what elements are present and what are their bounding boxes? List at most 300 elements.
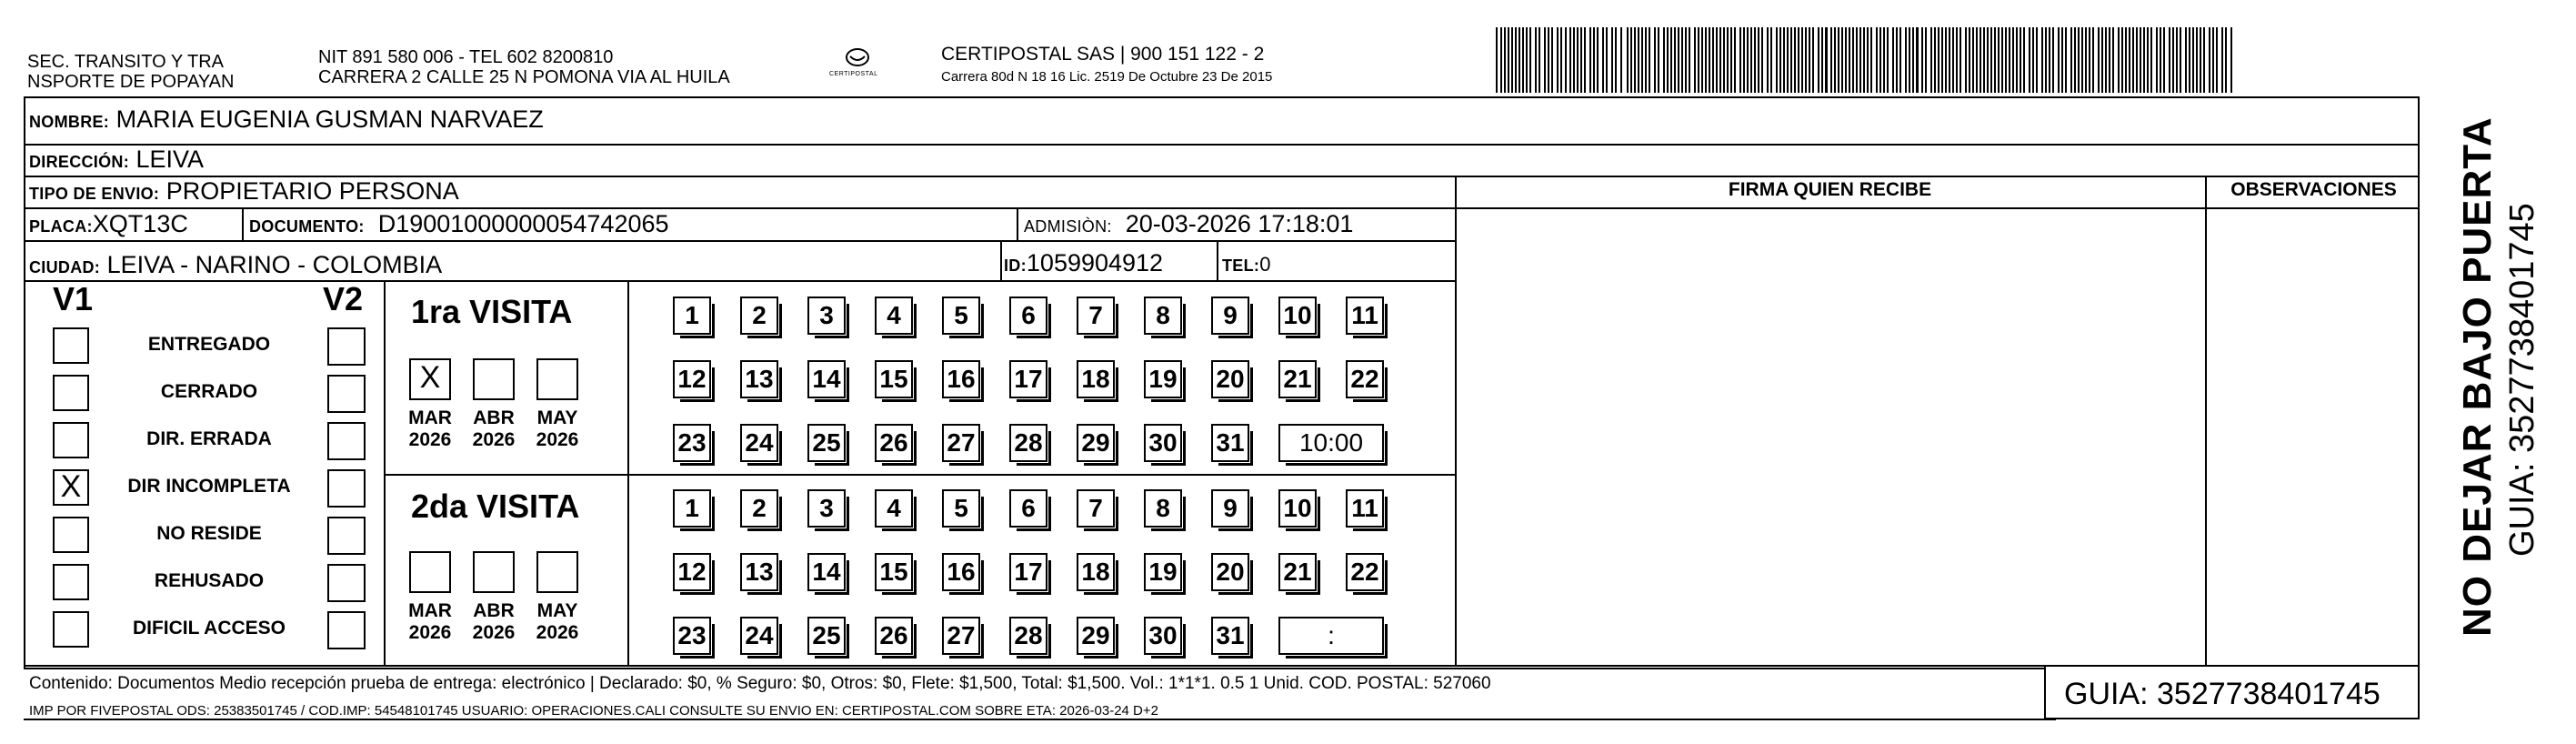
first-visit-day[interactable]: 25 <box>807 424 846 462</box>
barcode-bar <box>1615 27 1617 93</box>
footer-imp: IMP POR FIVEPOSTAL ODS: 25383501745 / COD.IMP: 54548101745 USUARIO: OPERACIONES.CALI CONSULTE SU ENVIO EN: CERTIPOSTAL.COM SOBRE ETA: 2026-03-24 D+2 <box>29 703 1158 719</box>
second-visit-month-checkbox[interactable] <box>409 551 451 593</box>
barcode-bar <box>1504 27 1506 93</box>
first-visit-day[interactable]: 31 <box>1211 424 1249 462</box>
second-visit-day[interactable]: 10 <box>1278 489 1317 528</box>
first-visit-day[interactable]: 8 <box>1144 297 1182 335</box>
v2-checkbox[interactable] <box>327 375 366 413</box>
month-check-mark: X <box>419 360 441 395</box>
v2-checkbox[interactable] <box>327 469 366 508</box>
barcode-bar <box>1841 27 1843 93</box>
logo-text: CERTIPOSTAL <box>829 71 878 77</box>
barcode-bar <box>2001 27 2003 93</box>
barcode-bar <box>1761 27 1763 93</box>
v1-checkbox[interactable] <box>53 564 89 600</box>
second-visit-month-checkbox[interactable] <box>536 551 578 593</box>
second-visit-day[interactable]: 20 <box>1211 553 1249 591</box>
barcode-bar <box>1743 27 1745 93</box>
barcode-bar <box>1852 27 1854 93</box>
barcode-bar <box>1925 27 1927 93</box>
no-dejar-warning: NO DEJAR BAJO PUERTA <box>2455 116 2500 637</box>
sender-line-1: SEC. TRANSITO Y TRA <box>27 52 224 72</box>
barcode-bar <box>1580 27 1582 93</box>
barcode-bar <box>1972 27 1974 93</box>
barcode-bar <box>1998 27 2000 93</box>
barcode-bar <box>2085 27 2087 93</box>
barcode-bar <box>2189 27 2190 93</box>
barcode-bar <box>1548 27 1549 93</box>
barcode-bar <box>1834 27 1836 93</box>
sender-line-2: NSPORTE DE POPAYAN <box>27 72 235 92</box>
barcode-bar <box>2176 27 2178 93</box>
second-visit-day[interactable]: 27 <box>942 617 980 655</box>
barcode-bar <box>1522 27 1524 93</box>
month-year: 2026 <box>536 622 579 643</box>
v1-checkbox[interactable] <box>53 611 89 648</box>
barcode-bar <box>1905 27 1907 93</box>
barcode-bar <box>1876 27 1878 93</box>
barcode-bar <box>1805 27 1807 93</box>
barcode-bar <box>1983 27 1985 93</box>
barcode-bar <box>2061 27 2063 93</box>
barcode-bar <box>1519 27 1520 93</box>
status-label: ENTREGADO <box>147 334 271 355</box>
barcode-bar <box>1694 27 1696 93</box>
barcode-bar <box>2185 27 2187 93</box>
barcode-bar <box>1960 27 1961 93</box>
barcode-bar <box>1912 27 1914 93</box>
barcode-bar <box>2147 27 2149 93</box>
barcode-bar <box>1645 27 1647 93</box>
barcode-bar <box>1667 27 1669 93</box>
direccion-label: DIRECCIÓN: <box>29 153 129 171</box>
barcode-bar <box>1723 27 1725 93</box>
barcode-bar <box>1916 27 1919 93</box>
barcode-bar <box>2225 27 2227 93</box>
barcode-bar <box>2009 27 2010 93</box>
sender-nit <box>318 47 730 87</box>
v1-heading: V1 <box>53 280 94 317</box>
barcode-bar <box>1535 27 1537 93</box>
barcode-bar <box>1593 27 1595 93</box>
barcode-bar <box>1638 27 1639 93</box>
first-visit-day[interactable]: 3 <box>807 297 846 335</box>
barcode-bar <box>1573 27 1575 93</box>
barcode-bar <box>2172 27 2174 93</box>
barcode-bar <box>2132 27 2134 93</box>
barcode-bar <box>1500 27 1502 93</box>
barcode-bar <box>1965 27 1967 93</box>
second-visit-day[interactable]: 12 <box>673 553 711 591</box>
direccion-field <box>29 146 204 176</box>
barcode-bar <box>2196 27 2198 93</box>
barcode-bar <box>1949 27 1950 93</box>
second-visit-day[interactable]: 31 <box>1211 617 1249 655</box>
status-label: DIR INCOMPLETA <box>127 476 291 497</box>
barcode-bar <box>2016 27 2018 93</box>
barcode-bar <box>2089 27 2090 93</box>
first-visit-day[interactable]: 30 <box>1144 424 1182 462</box>
barcode-bar <box>1863 27 1865 93</box>
barcode-bar <box>2023 27 2025 93</box>
footer-border <box>24 719 2056 720</box>
barcode-bar <box>1551 27 1553 93</box>
month-name: MAR <box>408 407 452 428</box>
month-label <box>462 600 526 644</box>
barcode-bar <box>1790 27 1792 93</box>
barcode-bar <box>1770 27 1772 93</box>
barcode-bar <box>2129 27 2130 93</box>
first-visit-day[interactable]: 7 <box>1077 297 1115 335</box>
barcode-bar <box>1899 27 1901 93</box>
v2-checkbox[interactable] <box>327 611 366 649</box>
nombre-label: NOMBRE: <box>29 113 110 131</box>
barcode-bar <box>2212 27 2214 93</box>
barcode-bar <box>1627 27 1629 93</box>
second-visit-day[interactable]: 3 <box>807 489 846 528</box>
barcode-bar <box>1630 27 1632 93</box>
barcode-bar <box>2005 27 2007 93</box>
barcode-bar <box>1544 27 1546 93</box>
barcode-bar <box>1938 27 1940 93</box>
barcode-bar <box>2140 27 2141 93</box>
barcode-bar <box>1801 27 1803 93</box>
v1-checkbox[interactable] <box>53 422 89 458</box>
barcode-bar <box>1930 27 1932 93</box>
second-visit-day[interactable]: 28 <box>1009 617 1047 655</box>
v1-checkbox[interactable] <box>53 327 89 364</box>
barcode-bar <box>1976 27 1978 93</box>
second-visit-month-checkbox[interactable] <box>473 551 515 593</box>
barcode-bar <box>2049 27 2050 93</box>
barcode-bar <box>1867 27 1869 93</box>
admision-field <box>1024 210 1353 240</box>
barcode-bar <box>1990 27 1992 93</box>
second-visit-day[interactable]: 30 <box>1144 617 1182 655</box>
barcode-bar <box>1941 27 1943 93</box>
barcode-bar <box>1719 27 1721 93</box>
v2-checkbox[interactable] <box>327 327 366 366</box>
barcode-bar <box>2192 27 2194 93</box>
second-visit-day[interactable]: 18 <box>1077 553 1115 591</box>
second-visit-heading: 2da VISITA <box>411 488 580 525</box>
barcode-bar <box>2070 27 2072 93</box>
first-visit-day[interactable]: 16 <box>942 360 980 398</box>
nit-line-2: CARRERA 2 CALLE 25 N POMONA VIA AL HUILA <box>318 67 730 87</box>
second-visit-day[interactable]: 29 <box>1077 617 1115 655</box>
barcode-bar <box>1787 27 1789 93</box>
status-label: REHUSADO <box>154 570 265 591</box>
barcode-bar <box>1589 27 1591 93</box>
first-visit-month-checkbox[interactable] <box>409 358 451 400</box>
second-visit-day[interactable]: 17 <box>1009 553 1047 591</box>
month-label <box>462 407 526 451</box>
barcode-bar <box>1818 27 1819 93</box>
barcode-bar <box>1560 27 1562 93</box>
barcode-bar <box>1821 27 1823 93</box>
id-value: 1059904912 <box>1026 249 1164 276</box>
first-visit-day[interactable]: 10 <box>1278 297 1317 335</box>
first-visit-day[interactable]: 27 <box>942 424 980 462</box>
barcode-bar <box>2156 27 2158 93</box>
tipo-value: PROPIETARIO PERSONA <box>165 177 459 205</box>
barcode-bar <box>1641 27 1643 93</box>
tipo-field <box>29 177 459 207</box>
barcode-bar <box>2109 27 2110 93</box>
barcode-bar <box>1809 27 1810 93</box>
side-guia: GUIA: 3527738401745 <box>2503 203 2541 557</box>
status-label: CERRADO <box>160 381 258 402</box>
first-visit-day[interactable]: 23 <box>673 424 711 462</box>
barcode-bar <box>2052 27 2054 93</box>
barcode-bar <box>1794 27 1796 93</box>
nit-line-1: NIT 891 580 006 - TEL 602 8200810 <box>318 47 614 67</box>
barcode-bar <box>1892 27 1894 93</box>
barcode-bar <box>1606 27 1608 93</box>
footer-guia: GUIA: 3527738401745 <box>2064 677 2381 711</box>
first-visit-day[interactable]: 5 <box>942 297 980 335</box>
second-visit-day[interactable]: 24 <box>740 617 778 655</box>
barcode-bar <box>1783 27 1785 93</box>
first-visit-day[interactable]: 22 <box>1346 360 1384 398</box>
second-visit-day[interactable]: 8 <box>1144 489 1182 528</box>
month-name: MAY <box>536 407 578 428</box>
second-visit-day[interactable]: 26 <box>875 617 913 655</box>
second-visit-day[interactable]: 13 <box>740 553 778 591</box>
barcode-bar <box>1557 27 1559 93</box>
barcode-bar <box>1602 27 1604 93</box>
courier-line-1: CERTIPOSTAL SAS | 900 151 122 - 2 <box>941 44 1265 65</box>
first-visit-day[interactable]: 24 <box>740 424 778 462</box>
first-visit-day[interactable]: 26 <box>875 424 913 462</box>
placa-field <box>29 210 188 240</box>
barcode-bar <box>1754 27 1756 93</box>
first-visit-time[interactable]: 10:00 <box>1278 424 1384 462</box>
first-visit-day[interactable]: 19 <box>1144 360 1182 398</box>
first-visit-day[interactable]: 21 <box>1278 360 1317 398</box>
barcode-bar <box>1670 27 1672 93</box>
barcode-bar <box>2216 27 2218 93</box>
second-visit-day[interactable]: 21 <box>1278 553 1317 591</box>
first-visit-day[interactable]: 20 <box>1211 360 1249 398</box>
first-visit-day[interactable]: 14 <box>807 360 846 398</box>
barcode-bar <box>2143 27 2145 93</box>
tel-label: TEL: <box>1222 256 1260 275</box>
month-year: 2026 <box>536 429 579 450</box>
tel-value: 0 <box>1259 253 1271 276</box>
first-visit-day[interactable]: 17 <box>1009 360 1047 398</box>
barcode-bar <box>1634 27 1636 93</box>
barcode-bar <box>1883 27 1885 93</box>
barcode-bar <box>1830 27 1832 93</box>
first-visit-day[interactable]: 2 <box>740 297 778 335</box>
second-visit-day[interactable]: 25 <box>807 617 846 655</box>
barcode-bar <box>1921 27 1923 93</box>
id-field <box>1004 249 1163 279</box>
barcode-bar <box>1856 27 1858 93</box>
barcode-bar <box>2203 27 2205 93</box>
barcode-bar <box>1825 27 1828 93</box>
barcode-bar <box>1654 27 1656 93</box>
barcode-bar <box>1952 27 1954 93</box>
month-name: ABR <box>473 600 515 621</box>
barcode-bar <box>2136 27 2138 93</box>
documento-field <box>249 210 669 240</box>
month-name: ABR <box>473 407 515 428</box>
first-visit-day[interactable]: 13 <box>740 360 778 398</box>
second-visit-day[interactable]: 5 <box>942 489 980 528</box>
nombre-value: MARIA EUGENIA GUSMAN NARVAEZ <box>115 106 544 133</box>
barcode-bar <box>2125 27 2127 93</box>
v2-checkbox[interactable] <box>327 422 366 460</box>
second-visit-day[interactable]: 11 <box>1346 489 1384 528</box>
status-label: DIR. ERRADA <box>146 428 272 449</box>
barcode-bar <box>1776 27 1778 93</box>
barcode-bar <box>1798 27 1799 93</box>
first-visit-day[interactable]: 1 <box>673 297 711 335</box>
second-visit-day[interactable]: 9 <box>1211 489 1249 528</box>
v1-check-mark: X <box>60 469 82 504</box>
first-visit-day[interactable]: 29 <box>1077 424 1115 462</box>
barcode-bar <box>1994 27 1996 93</box>
barcode-bar <box>1689 27 1690 93</box>
first-visit-day[interactable]: 11 <box>1346 297 1384 335</box>
month-year: 2026 <box>472 429 516 450</box>
barcode-bar <box>1879 27 1881 93</box>
first-visit-day[interactable]: 4 <box>875 297 913 335</box>
second-visit-day[interactable]: 16 <box>942 553 980 591</box>
barcode-bar <box>2121 27 2123 93</box>
barcode-bar <box>1716 27 1718 93</box>
barcode-bar <box>1747 27 1749 93</box>
barcode-bar <box>1987 27 1989 93</box>
second-visit-day[interactable]: 19 <box>1144 553 1182 591</box>
second-visit-day[interactable]: 4 <box>875 489 913 528</box>
barcode-bar <box>2074 27 2076 93</box>
first-visit-heading: 1ra VISITA <box>411 293 573 330</box>
barcode-bar <box>1849 27 1850 93</box>
barcode-bar <box>2041 27 2043 93</box>
first-visit-day[interactable]: 6 <box>1009 297 1047 335</box>
v2-checkbox[interactable] <box>327 517 366 555</box>
first-visit-day[interactable]: 12 <box>673 360 711 398</box>
month-name: MAR <box>408 600 452 621</box>
first-visit-day[interactable]: 28 <box>1009 424 1047 462</box>
barcode-bar <box>1712 27 1714 93</box>
documento-value: D19001000000054742065 <box>377 210 669 237</box>
month-label <box>526 600 589 644</box>
barcode-bar <box>1887 27 1889 93</box>
barcode-bar <box>2036 27 2038 93</box>
barcode-bar <box>1496 27 1498 93</box>
barcode-bar <box>1663 27 1665 93</box>
first-visit-day[interactable]: 18 <box>1077 360 1115 398</box>
barcode-bar <box>1945 27 1947 93</box>
barcode-bar <box>1584 27 1586 93</box>
direccion-value: LEIVA <box>135 146 205 173</box>
second-visit-day[interactable]: 2 <box>740 489 778 528</box>
second-visit-day[interactable]: 23 <box>673 617 711 655</box>
barcode-bar <box>2150 27 2152 93</box>
barcode-bar <box>2098 27 2100 93</box>
v2-heading: V2 <box>323 280 364 317</box>
barcode-bar <box>2081 27 2083 93</box>
firma-header: FIRMA QUIEN RECIBE <box>1728 179 1932 200</box>
second-visit-day[interactable]: 7 <box>1077 489 1115 528</box>
second-visit-time[interactable]: : <box>1278 617 1384 655</box>
second-visit-day[interactable]: 6 <box>1009 489 1047 528</box>
barcode-bar <box>2029 27 2030 93</box>
footer-content: Contenido: Documentos Medio recepción prueba de entrega: electrónico | Declarado: $0, % Seguro: $0, Otros: $0, Flete: $1,500, Total: $1,500. Vol.: 1*1*1. 0.5 1 Unid. COD. POSTAL: 527060 <box>29 674 1491 693</box>
barcode-bar <box>1859 27 1861 93</box>
barcode-bar <box>1734 27 1736 93</box>
ciudad-label: CIUDAD: <box>29 258 101 276</box>
observaciones-header: OBSERVACIONES <box>2230 179 2397 200</box>
month-label <box>398 600 462 644</box>
second-visit-day[interactable]: 1 <box>673 489 711 528</box>
barcode-bar <box>1565 27 1567 93</box>
barcode-bar <box>2058 27 2060 93</box>
month-year: 2026 <box>472 622 516 643</box>
admision-value: 20-03-2026 17:18:01 <box>1125 210 1354 237</box>
barcode-bar <box>2101 27 2103 93</box>
month-year: 2026 <box>408 622 452 643</box>
placa-value: XQT13C <box>92 210 188 237</box>
first-visit-day[interactable]: 15 <box>875 360 913 398</box>
barcode-bar <box>1838 27 1839 93</box>
barcode-bar <box>2012 27 2014 93</box>
barcode-bar <box>1812 27 1814 93</box>
second-visit-day[interactable]: 15 <box>875 553 913 591</box>
month-year: 2026 <box>408 429 452 450</box>
barcode-bar <box>2163 27 2165 93</box>
barcode-bar <box>1909 27 1910 93</box>
v1-checkbox[interactable] <box>53 517 89 553</box>
barcode-bar <box>2112 27 2114 93</box>
barcode-bar <box>1508 27 1509 93</box>
barcode-bar <box>1758 27 1759 93</box>
courier-line-2: Carrera 80d N 18 16 Lic. 2519 De Octubre 23 De 2015 <box>941 69 1273 85</box>
v1-checkbox[interactable] <box>53 469 89 506</box>
barcode-bar <box>1658 27 1659 93</box>
barcode-bar <box>1649 27 1650 93</box>
first-visit-month-checkbox[interactable] <box>536 358 578 400</box>
barcode-bar <box>2200 27 2201 93</box>
first-visit-month-checkbox[interactable] <box>473 358 515 400</box>
barcode-bar <box>2078 27 2080 93</box>
first-visit-day[interactable]: 9 <box>1211 297 1249 335</box>
barcode-bar <box>1681 27 1683 93</box>
barcode-bar <box>2045 27 2047 93</box>
second-visit-day[interactable]: 22 <box>1346 553 1384 591</box>
barcode-bar <box>1569 27 1571 93</box>
barcode-bar <box>1685 27 1687 93</box>
barcode-bar <box>1701 27 1703 93</box>
barcode-bar <box>1539 27 1540 93</box>
status-label: NO RESIDE <box>156 523 262 544</box>
second-visit-day[interactable]: 14 <box>807 553 846 591</box>
barcode-bar <box>1674 27 1676 93</box>
barcode-bar <box>2092 27 2094 93</box>
nombre-field <box>29 106 544 136</box>
v2-checkbox[interactable] <box>327 564 366 602</box>
v1-checkbox[interactable] <box>53 375 89 411</box>
barcode-bar <box>1698 27 1699 93</box>
placa-label: PLACA: <box>29 217 93 236</box>
barcode-bar <box>1611 27 1613 93</box>
barcode-bar <box>1767 27 1769 93</box>
barcode-bar <box>1526 27 1528 93</box>
